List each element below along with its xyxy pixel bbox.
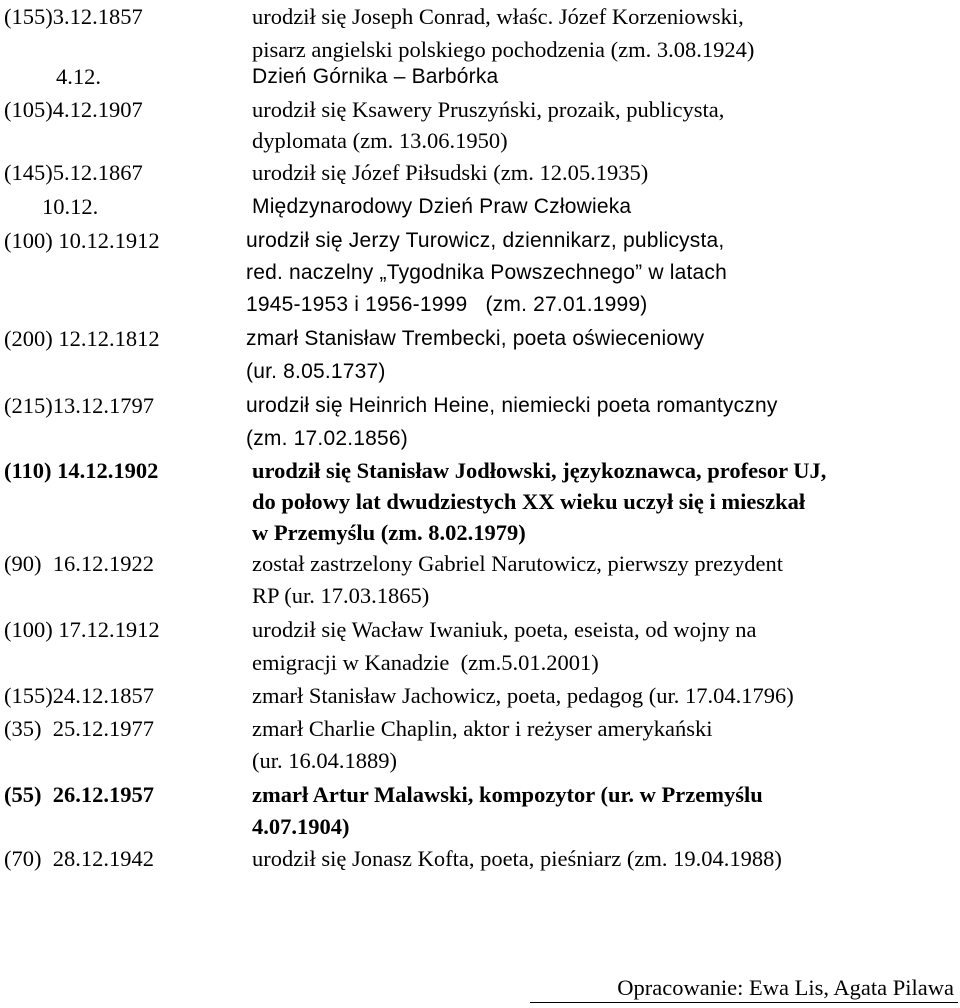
entry-date: (100) 10.12.1912 — [4, 228, 160, 253]
entry-text: (ur. 16.04.1889) — [252, 748, 397, 773]
entry-date: (100) 17.12.1912 — [4, 617, 160, 642]
entry-date: (155)24.12.1857 — [4, 683, 154, 708]
entry-text: urodził się Ksawery Pruszyński, prozaik, publicysta, — [252, 97, 725, 122]
entry-text: został zastrzelony Gabriel Narutowicz, pierwszy prezydent — [252, 551, 784, 576]
entry-date: (35) 25.12.1977 — [4, 716, 154, 741]
entry-text: pisarz angielski polskiego pochodzenia (zm. 3.08.1924) — [252, 37, 755, 62]
entry-date: (145)5.12.1867 — [4, 160, 143, 185]
entry-text: emigracji w Kanadzie (zm.5.01.2001) — [252, 650, 599, 675]
entry-text: red. naczelny „Tygodnika Powszechnego” w latach — [246, 261, 727, 284]
entry-text: 4.07.1904) — [252, 814, 350, 839]
entry-date: (55) 26.12.1957 — [4, 782, 154, 807]
credits-line: Opracowanie: Ewa Lis, Agata Pilawa — [617, 975, 954, 1000]
entry-date: (155)3.12.1857 — [4, 4, 143, 29]
entry-date: (70) 28.12.1942 — [4, 846, 154, 871]
entry-text: zmarł Stanisław Trembecki, poeta oświeceniowy — [246, 327, 705, 350]
entry-date: (90) 16.12.1922 — [4, 551, 154, 576]
entry-text: RP (ur. 17.03.1865) — [252, 583, 430, 608]
entry-text: urodził się Jonasz Kofta, poeta, pieśniarz (zm. 19.04.1988) — [252, 846, 782, 871]
entry-text: zmarł Stanisław Jachowicz, poeta, pedagog (ur. 17.04.1796) — [252, 683, 794, 708]
entry-text: urodził się Joseph Conrad, właśc. Józef Korzeniowski, — [252, 4, 744, 29]
entry-date: (215)13.12.1797 — [4, 393, 154, 418]
entry-text: urodził się Heinrich Heine, niemiecki poeta romantyczny — [246, 394, 778, 417]
entry-date: (105)4.12.1907 — [4, 97, 143, 122]
entry-text: Dzień Górnika – Barbórka — [252, 65, 499, 88]
entry-text: 1945-1953 i 1956-1999 (zm. 27.01.1999) — [246, 293, 648, 316]
entry-text: dyplomata (zm. 13.06.1950) — [252, 128, 508, 153]
entry-text: zmarł Charlie Chaplin, aktor i reżyser amerykański — [252, 716, 713, 741]
entry-text: urodził się Wacław Iwaniuk, poeta, eseista, od wojny na — [252, 617, 757, 642]
entry-text: urodził się Jerzy Turowicz, dziennikarz, publicysta, — [246, 229, 725, 252]
entry-text: urodził się Józef Piłsudski (zm. 12.05.1935) — [252, 160, 649, 185]
entry-date: (200) 12.12.1812 — [4, 326, 160, 351]
entry-text: (zm. 17.02.1856) — [246, 427, 408, 450]
entry-date: (110) 14.12.1902 — [4, 458, 159, 483]
credits-underline — [530, 1002, 958, 1003]
entry-text: do połowy lat dwudziestych XX wieku uczył się i mieszkał — [252, 489, 806, 514]
entry-text: urodził się Stanisław Jodłowski, językoznawca, profesor UJ, — [252, 458, 827, 483]
entry-text: w Przemyślu (zm. 8.02.1979) — [252, 520, 526, 545]
entry-date: 10.12. — [42, 194, 99, 219]
entry-text: (ur. 8.05.1737) — [246, 360, 386, 383]
entry-text: Międzynarodowy Dzień Praw Człowieka — [252, 195, 632, 218]
entry-date: 4.12. — [56, 64, 101, 89]
entry-text: zmarł Artur Malawski, kompozytor (ur. w Przemyślu — [252, 782, 763, 807]
